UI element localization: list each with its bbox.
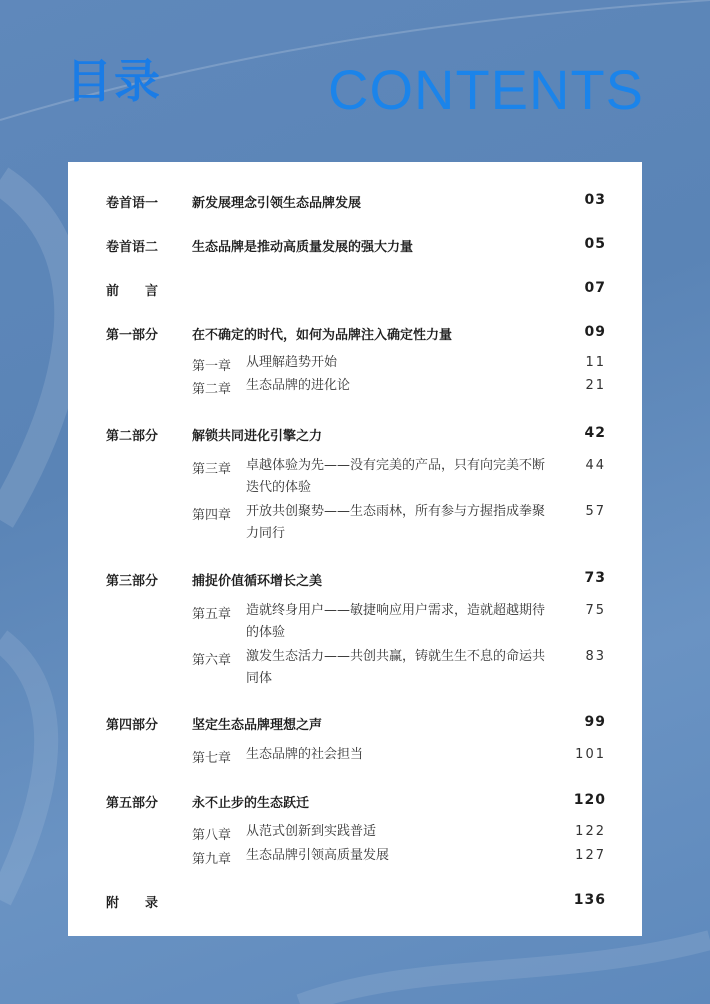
toc-chapter-label: 第三章 [192, 462, 232, 477]
toc-entry-page: 99 [584, 714, 606, 730]
toc-entry-title: 新发展理念引领生态品牌发展 [192, 196, 362, 211]
toc-entry-label: 卷首语一 [106, 196, 159, 211]
toc-entry-title: 在不确定的时代，如何为品牌注入确定性力量 [192, 328, 453, 343]
toc-chapter-title: 开放共创聚势——生态雨林，所有参与方握指成拳聚力同行 [246, 504, 546, 541]
toc-entry-label: 附 录 [106, 896, 159, 911]
toc-entry-label: 第二部分 [106, 429, 159, 444]
toc-chapter-label: 第四章 [192, 508, 232, 523]
toc-chapter-title: 生态品牌引领高质量发展 [246, 848, 390, 863]
toc-entry-title: 解锁共同进化引擎之力 [192, 429, 323, 444]
toc-chapter-page: 75 [585, 603, 606, 618]
toc-chapter-page: 122 [575, 824, 606, 839]
toc-chapter-label: 第五章 [192, 607, 232, 622]
toc-chapter-page: 44 [585, 458, 606, 473]
toc-card [68, 162, 642, 936]
toc-entry-page: 07 [584, 280, 606, 296]
toc-chapter-label: 第八章 [192, 828, 232, 843]
toc-entry-label: 第一部分 [106, 328, 159, 343]
toc-chapter-label: 第七章 [192, 751, 232, 766]
toc-chapter-label: 第一章 [192, 359, 232, 374]
toc-entry-page: 42 [584, 425, 606, 441]
page-title-cn: 目录 [66, 54, 162, 108]
toc-entry-page: 120 [573, 792, 606, 808]
toc-chapter-page: 83 [585, 649, 606, 664]
toc-chapter-label: 第六章 [192, 653, 232, 668]
toc-entry-page: 09 [584, 324, 606, 340]
toc-entry-label: 第五部分 [106, 796, 159, 811]
toc-chapter-title: 造就终身用户——敏捷响应用户需求，造就超越期待的体验 [246, 603, 546, 640]
toc-chapter-page: 127 [575, 848, 606, 863]
toc-entry-title: 捕捉价值循环增长之美 [192, 574, 323, 589]
toc-entry-page: 73 [584, 570, 606, 586]
toc-entry-page: 03 [584, 192, 606, 208]
toc-chapter-title: 从理解趋势开始 [246, 355, 338, 370]
toc-entry-page: 136 [573, 892, 606, 908]
toc-entry-title: 坚定生态品牌理想之声 [192, 718, 323, 733]
toc-entry-title: 永不止步的生态跃迁 [192, 796, 310, 811]
toc-chapter-label: 第二章 [192, 382, 232, 397]
toc-chapter-page: 101 [575, 747, 606, 762]
toc-chapter-title: 激发生态活力——共创共赢，铸就生生不息的命运共同体 [246, 649, 546, 686]
page-title-en: CONTENTS [328, 58, 644, 121]
toc-entry-label: 第三部分 [106, 574, 159, 589]
toc-chapter-page: 57 [585, 504, 606, 519]
toc-entry-label: 第四部分 [106, 718, 159, 733]
toc-entry-label: 前 言 [106, 284, 159, 299]
toc-chapter-page: 11 [585, 355, 606, 370]
toc-chapter-title: 从范式创新到实践普适 [246, 824, 377, 839]
toc-entry-page: 05 [584, 236, 606, 252]
toc-chapter-title: 生态品牌的社会担当 [246, 747, 364, 762]
toc-chapter-page: 21 [585, 378, 606, 393]
toc-entry-title: 生态品牌是推动高质量发展的强大力量 [192, 240, 414, 255]
toc-chapter-title: 生态品牌的进化论 [246, 378, 351, 393]
toc-chapter-title: 卓越体验为先——没有完美的产品，只有向完美不断迭代的体验 [246, 458, 546, 495]
toc-entry-label: 卷首语二 [106, 240, 159, 255]
toc-chapter-label: 第九章 [192, 852, 232, 867]
